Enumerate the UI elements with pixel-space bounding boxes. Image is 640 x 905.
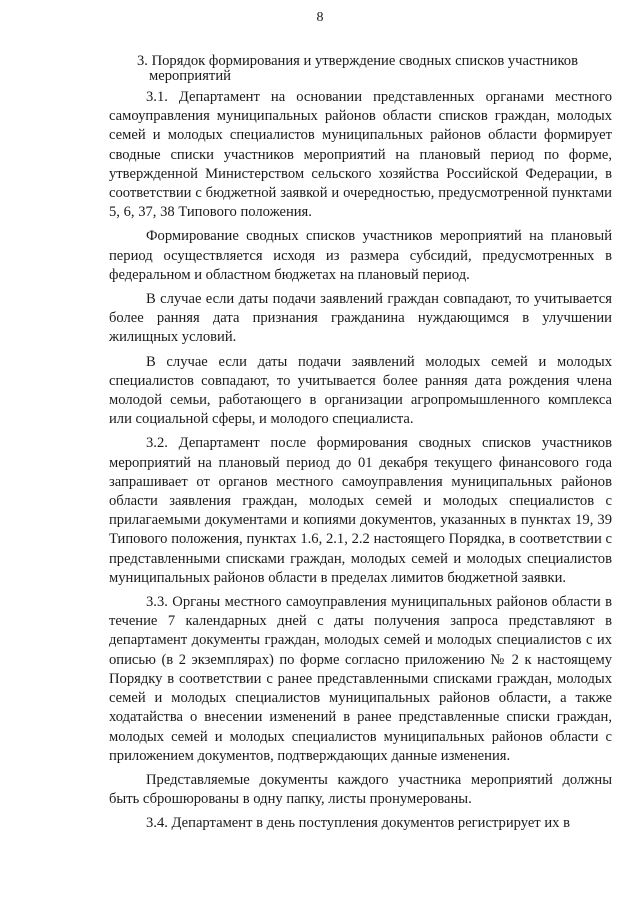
paragraph-formation: Формирование сводных списков участников мероприятий на плановый период осуществляется исходя из размера субсидий, предусмотренных в федеральном и областном бюджетах на плановый период. [109, 228, 612, 283]
paragraph-families-dates: В случае если даты подачи заявлений молодых семей и молодых специалистов совпадают, то учитывается более ранняя дата рождения члена молодой семьи, работающего в организации агропромышленного комплекса или социальной сферы, и молодого специалиста. [109, 353, 612, 428]
paragraph-3-4: 3.4. Департамент в день поступления документов регистрирует их в [146, 815, 570, 832]
paragraph-citizens-dates: В случае если даты подачи заявлений граждан совпадают, то учитывается более ранняя дата признания гражданина нуждающимся в улучшении жилищных условий. [109, 291, 612, 346]
paragraph-3-1: 3.1. Департамент на основании представленных органами местного самоуправления муниципальных районов области списков граждан, молодых семей и молодых специалистов муниципальных районов области формирует сводные списки участников мероприятий на плановый период по форме, утвержденной Министерством сельского хозяйства Российской Федерации, в соответствии с бюджетной заявкой и очередностью, предусмотренной пунктами 5, 6, 37, 38 Типового положения. [109, 89, 612, 221]
section-heading: 3. Порядок формирования и утверждение сводных списков участников мероприятий [137, 53, 578, 84]
document-body [109, 54, 612, 834]
paragraph-3-3: 3.3. Органы местного самоуправления муниципальных районов области в течение 7 календарных дней с даты получения запроса представляют в департамент документы граждан, молодых семей и молодых специалистов с их описью (в 2 экземплярах) по форме согласно приложению № 2 к настоящему Порядку в соответствии с ранее представленными списками граждан, молодых семей и молодых специалистов муниципальных районов области, а также ходатайства о внесении изменений в ранее представленные списки граждан, молодых семей и молодых специалистов муниципальных районов области с приложением документов, подтверждающих данные изменения. [109, 594, 612, 764]
paragraph-documents-folder: Представляемые документы каждого участника мероприятий должны быть сброшюрованы в одну папку, листы пронумерованы. [109, 771, 612, 808]
paragraph-3-2: 3.2. Департамент после формирования сводных списков участников мероприятий на плановый период до 01 декабря текущего финансового года запрашивает от органов местного самоуправления муниципальных районов области заявления граждан, молодых семей и молодых специалистов с прилагаемыми документами и копиями документов, указанных в пунктах 19, 39 Типового положения, пунктах 1.6, 2.1, 2.2 настоящего Порядка, в соответствии с представленными списками граждан, молодых семей и молодых специалистов муниципальных районов области в пределах лимитов бюджетной заявки. [109, 435, 612, 586]
page-number: 8 [316, 10, 324, 25]
